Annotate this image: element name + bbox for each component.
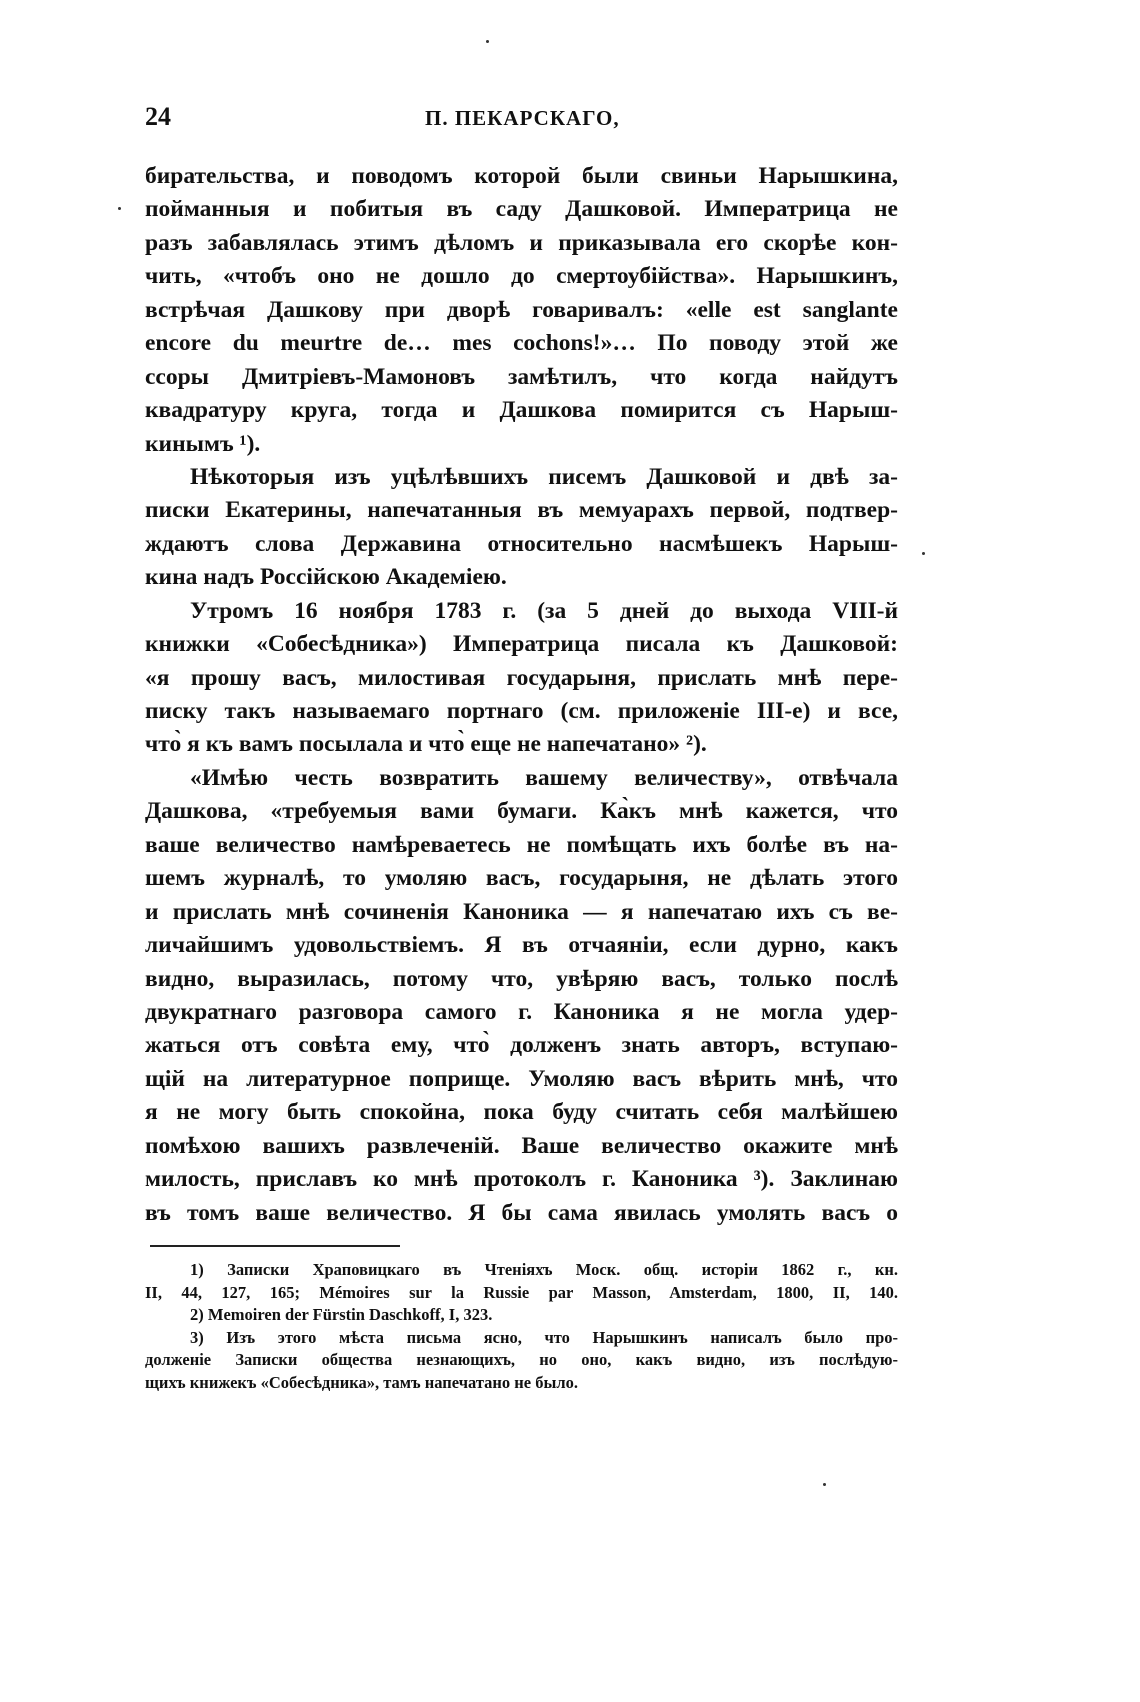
text-line: ваше величество намѣреваетесь не помѣщать ихъ болѣе въ на-	[145, 831, 898, 858]
paragraph-start-line: Нѣкоторыя изъ уцѣлѣвшихъ писемъ Дашковой и двѣ за-	[190, 463, 898, 490]
text-line: кинымъ ¹).	[145, 430, 261, 457]
footnote-line: 2) Memoiren der Fürstin Daschkoff, I, 323.	[190, 1305, 493, 1324]
text-line: шемъ журналѣ, то умоляю васъ, государыня, не дѣлать этого	[145, 865, 898, 892]
footnote-rule	[150, 1245, 400, 1247]
scan-speck	[922, 552, 925, 555]
scan-speck	[486, 40, 489, 43]
text-line: встрѣчая Дашкову при дворѣ говаривалъ: «elle est sanglante	[145, 296, 898, 323]
text-line: помѣхою вашихъ развлеченій. Ваше величество окажите мнѣ	[145, 1132, 898, 1159]
text-line: что̀ я къ вамъ посылала и что̀ еще не напечатано» ²).	[145, 731, 707, 758]
text-line: милость, приславъ ко мнѣ протоколъ г. Каноника ³). Заклинаю	[145, 1166, 898, 1193]
text-line: ждаютъ слова Державина относительно насмѣшекъ Нарыш-	[145, 530, 898, 557]
text-line: книжки «Собесѣдника») Императрица писала къ Дашковой:	[145, 631, 898, 658]
scan-speck	[823, 1483, 826, 1486]
text-line: ссоры Дмитріевъ-Мамоновъ замѣтилъ, что когда найдутъ	[145, 363, 898, 390]
text-line: двукратнаго разговора самого г. Каноника я не могла удер-	[145, 998, 898, 1025]
text-line: encore du meurtre de… mes cochons!»… По поводу этой же	[145, 330, 898, 357]
text-line: видно, выразилась, потому что, увѣряю васъ, только послѣ	[145, 965, 898, 992]
footnote-line: 3) Изъ этого мѣста письма ясно, что Нарышкинъ написалъ было про-	[190, 1327, 898, 1347]
text-line: пойманныя и побитыя въ саду Дашковой. Императрица не	[145, 196, 898, 223]
footnote-line: II, 44, 127, 165; Mémoires sur la Russie par Masson, Amsterdam, 1800, II, 140.	[145, 1282, 898, 1302]
page-number: 24	[145, 102, 171, 131]
scan-speck	[118, 207, 121, 210]
footnote-line: щихъ книжекъ «Собесѣдника», тамъ напечатано не было.	[145, 1372, 578, 1392]
text-line: и прислать мнѣ сочиненія Каноника — я напечатаю ихъ съ ве-	[145, 898, 898, 925]
text-line: чить, «чтобъ оно не дошло до смертоубійства». Нарышкинъ,	[145, 263, 898, 290]
text-line: кина надъ Россійскою Академіею.	[145, 564, 507, 591]
text-line: писку такъ называемаго портнаго (см. приложеніе III-е) и все,	[145, 698, 898, 724]
text-line: щій на литературное поприще. Умоляю васъ вѣрить мнѣ, что	[145, 1065, 898, 1092]
paragraph-start-line: Утромъ 16 ноября 1783 г. (за 5 дней до выхода VIII-й	[190, 597, 898, 624]
text-line: квадратуру круга, тогда и Дашкова помирится съ Нарыш-	[145, 397, 898, 424]
footnote-line: 1) Записки Храповицкаго въ Чтеніяхъ Моск. общ. исторіи 1862 г., кн.	[190, 1260, 898, 1279]
text-line: я не могу быть спокойна, пока буду считать себя малѣйшею	[145, 1099, 898, 1126]
text-line: бирательства, и поводомъ которой были свиньи Нарышкина,	[145, 163, 898, 189]
text-line: «я прошу васъ, милостивая государыня, прислать мнѣ пере-	[145, 664, 898, 691]
text-line: жаться отъ совѣта ему, что̀ долженъ знать авторъ, вступаю-	[145, 1032, 898, 1059]
paragraph-start-line: «Имѣю честь возвратить вашему величеству», отвѣчала	[190, 764, 898, 791]
text-line: въ томъ ваше величество. Я бы сама явилась умолять васъ о	[145, 1199, 898, 1226]
text-line: личайшимъ удовольствіемъ. Я въ отчаяніи, если дурно, какъ	[145, 932, 898, 959]
text-line: разъ забавлялась этимъ дѣломъ и приказывала его скорѣе кон-	[145, 229, 898, 256]
running-head: П. ПЕКАРСКАГО,	[425, 106, 620, 130]
body-text	[145, 160, 898, 1230]
footnotes	[145, 1259, 898, 1394]
text-line: писки Екатерины, напечатанныя въ мемуарахъ первой, подтвер-	[145, 497, 898, 524]
footnote-line: долженіе Записки общества незнающихъ, но оно, какъ видно, изъ послѣдую-	[145, 1350, 898, 1369]
text-line: Дашкова, «требуемыя вами бумаги. Ка̀къ мнѣ кажется, что	[145, 798, 898, 825]
